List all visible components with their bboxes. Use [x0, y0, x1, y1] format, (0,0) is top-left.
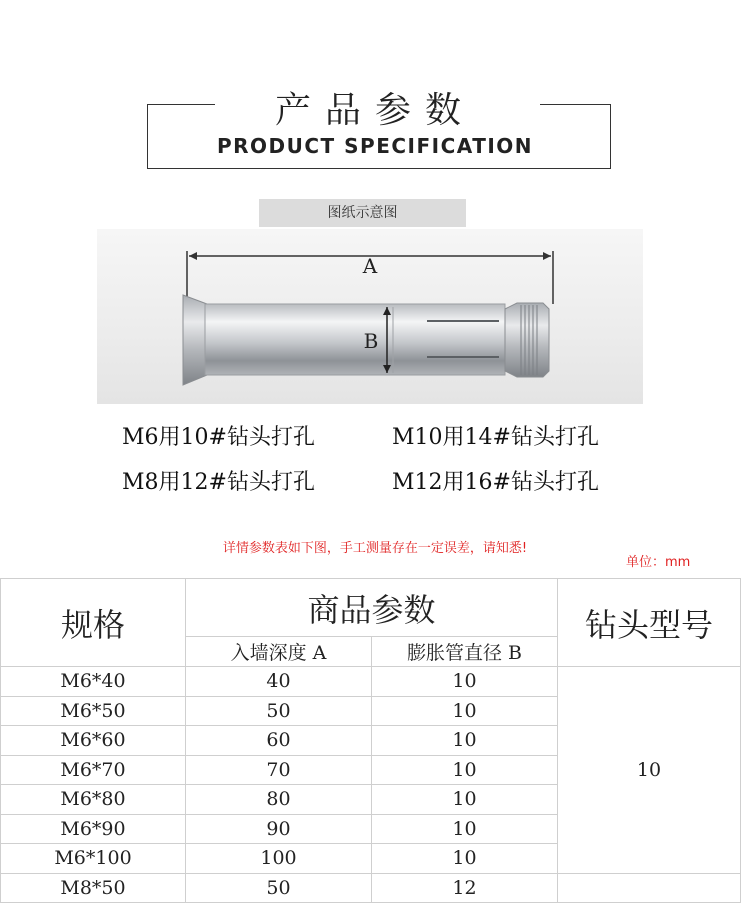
cell-drill-type-empty [558, 873, 741, 903]
cell-spec: M8*50 [1, 873, 186, 903]
drill-note-m12: M12用16#钻头打孔 [392, 470, 599, 495]
cell-depth: 50 [186, 873, 372, 903]
cell-spec: M6*60 [1, 726, 186, 756]
anchor-bolt-illustration [97, 229, 643, 404]
cell-depth: 50 [186, 696, 372, 726]
cell-depth: 70 [186, 755, 372, 785]
cell-depth: 80 [186, 785, 372, 815]
cell-spec: M6*80 [1, 785, 186, 815]
header-drill-type: 钻头型号 [558, 579, 741, 667]
page-title: 产品参数 [274, 90, 475, 131]
header-depth: 入墙深度 A [186, 637, 372, 667]
cell-spec: M6*40 [1, 667, 186, 697]
cell-spec: M6*100 [1, 844, 186, 874]
drill-note-m10: M10用14#钻头打孔 [392, 425, 599, 450]
cell-diameter: 10 [372, 696, 558, 726]
cell-depth: 100 [186, 844, 372, 874]
cell-diameter: 10 [372, 726, 558, 756]
dimension-a-label: A [362, 254, 378, 278]
cell-spec: M6*90 [1, 814, 186, 844]
spec-table [0, 578, 741, 903]
cell-depth: 40 [186, 667, 372, 697]
table-header-row [1, 579, 741, 637]
page-subtitle: PRODUCT SPECIFICATION [216, 134, 534, 158]
measurement-note: 详情参数表如下图，手工测量存在一定误差，请知悉! [222, 541, 528, 556]
table-row [1, 873, 741, 903]
cell-diameter: 12 [372, 873, 558, 903]
drill-note-m8: M8用12#钻头打孔 [122, 470, 315, 495]
cell-diameter: 10 [372, 814, 558, 844]
cell-diameter: 10 [372, 785, 558, 815]
cell-diameter: 10 [372, 755, 558, 785]
cell-drill-type: 10 [558, 667, 741, 874]
cell-depth: 60 [186, 726, 372, 756]
cell-spec: M6*50 [1, 696, 186, 726]
diagram-label: 图纸示意图 [259, 199, 466, 227]
product-image [97, 229, 643, 404]
header-product-params: 商品参数 [186, 579, 558, 637]
cell-depth: 90 [186, 814, 372, 844]
table-row [1, 667, 741, 697]
cell-diameter: 10 [372, 844, 558, 874]
drill-note-m6: M6用10#钻头打孔 [122, 425, 315, 450]
header-diameter: 膨胀管直径 B [372, 637, 558, 667]
dimension-b-label: B [363, 329, 379, 353]
unit-label: 单位：mm [626, 555, 691, 570]
cell-spec: M6*70 [1, 755, 186, 785]
header-spec: 规格 [1, 579, 186, 667]
cell-diameter: 10 [372, 667, 558, 697]
